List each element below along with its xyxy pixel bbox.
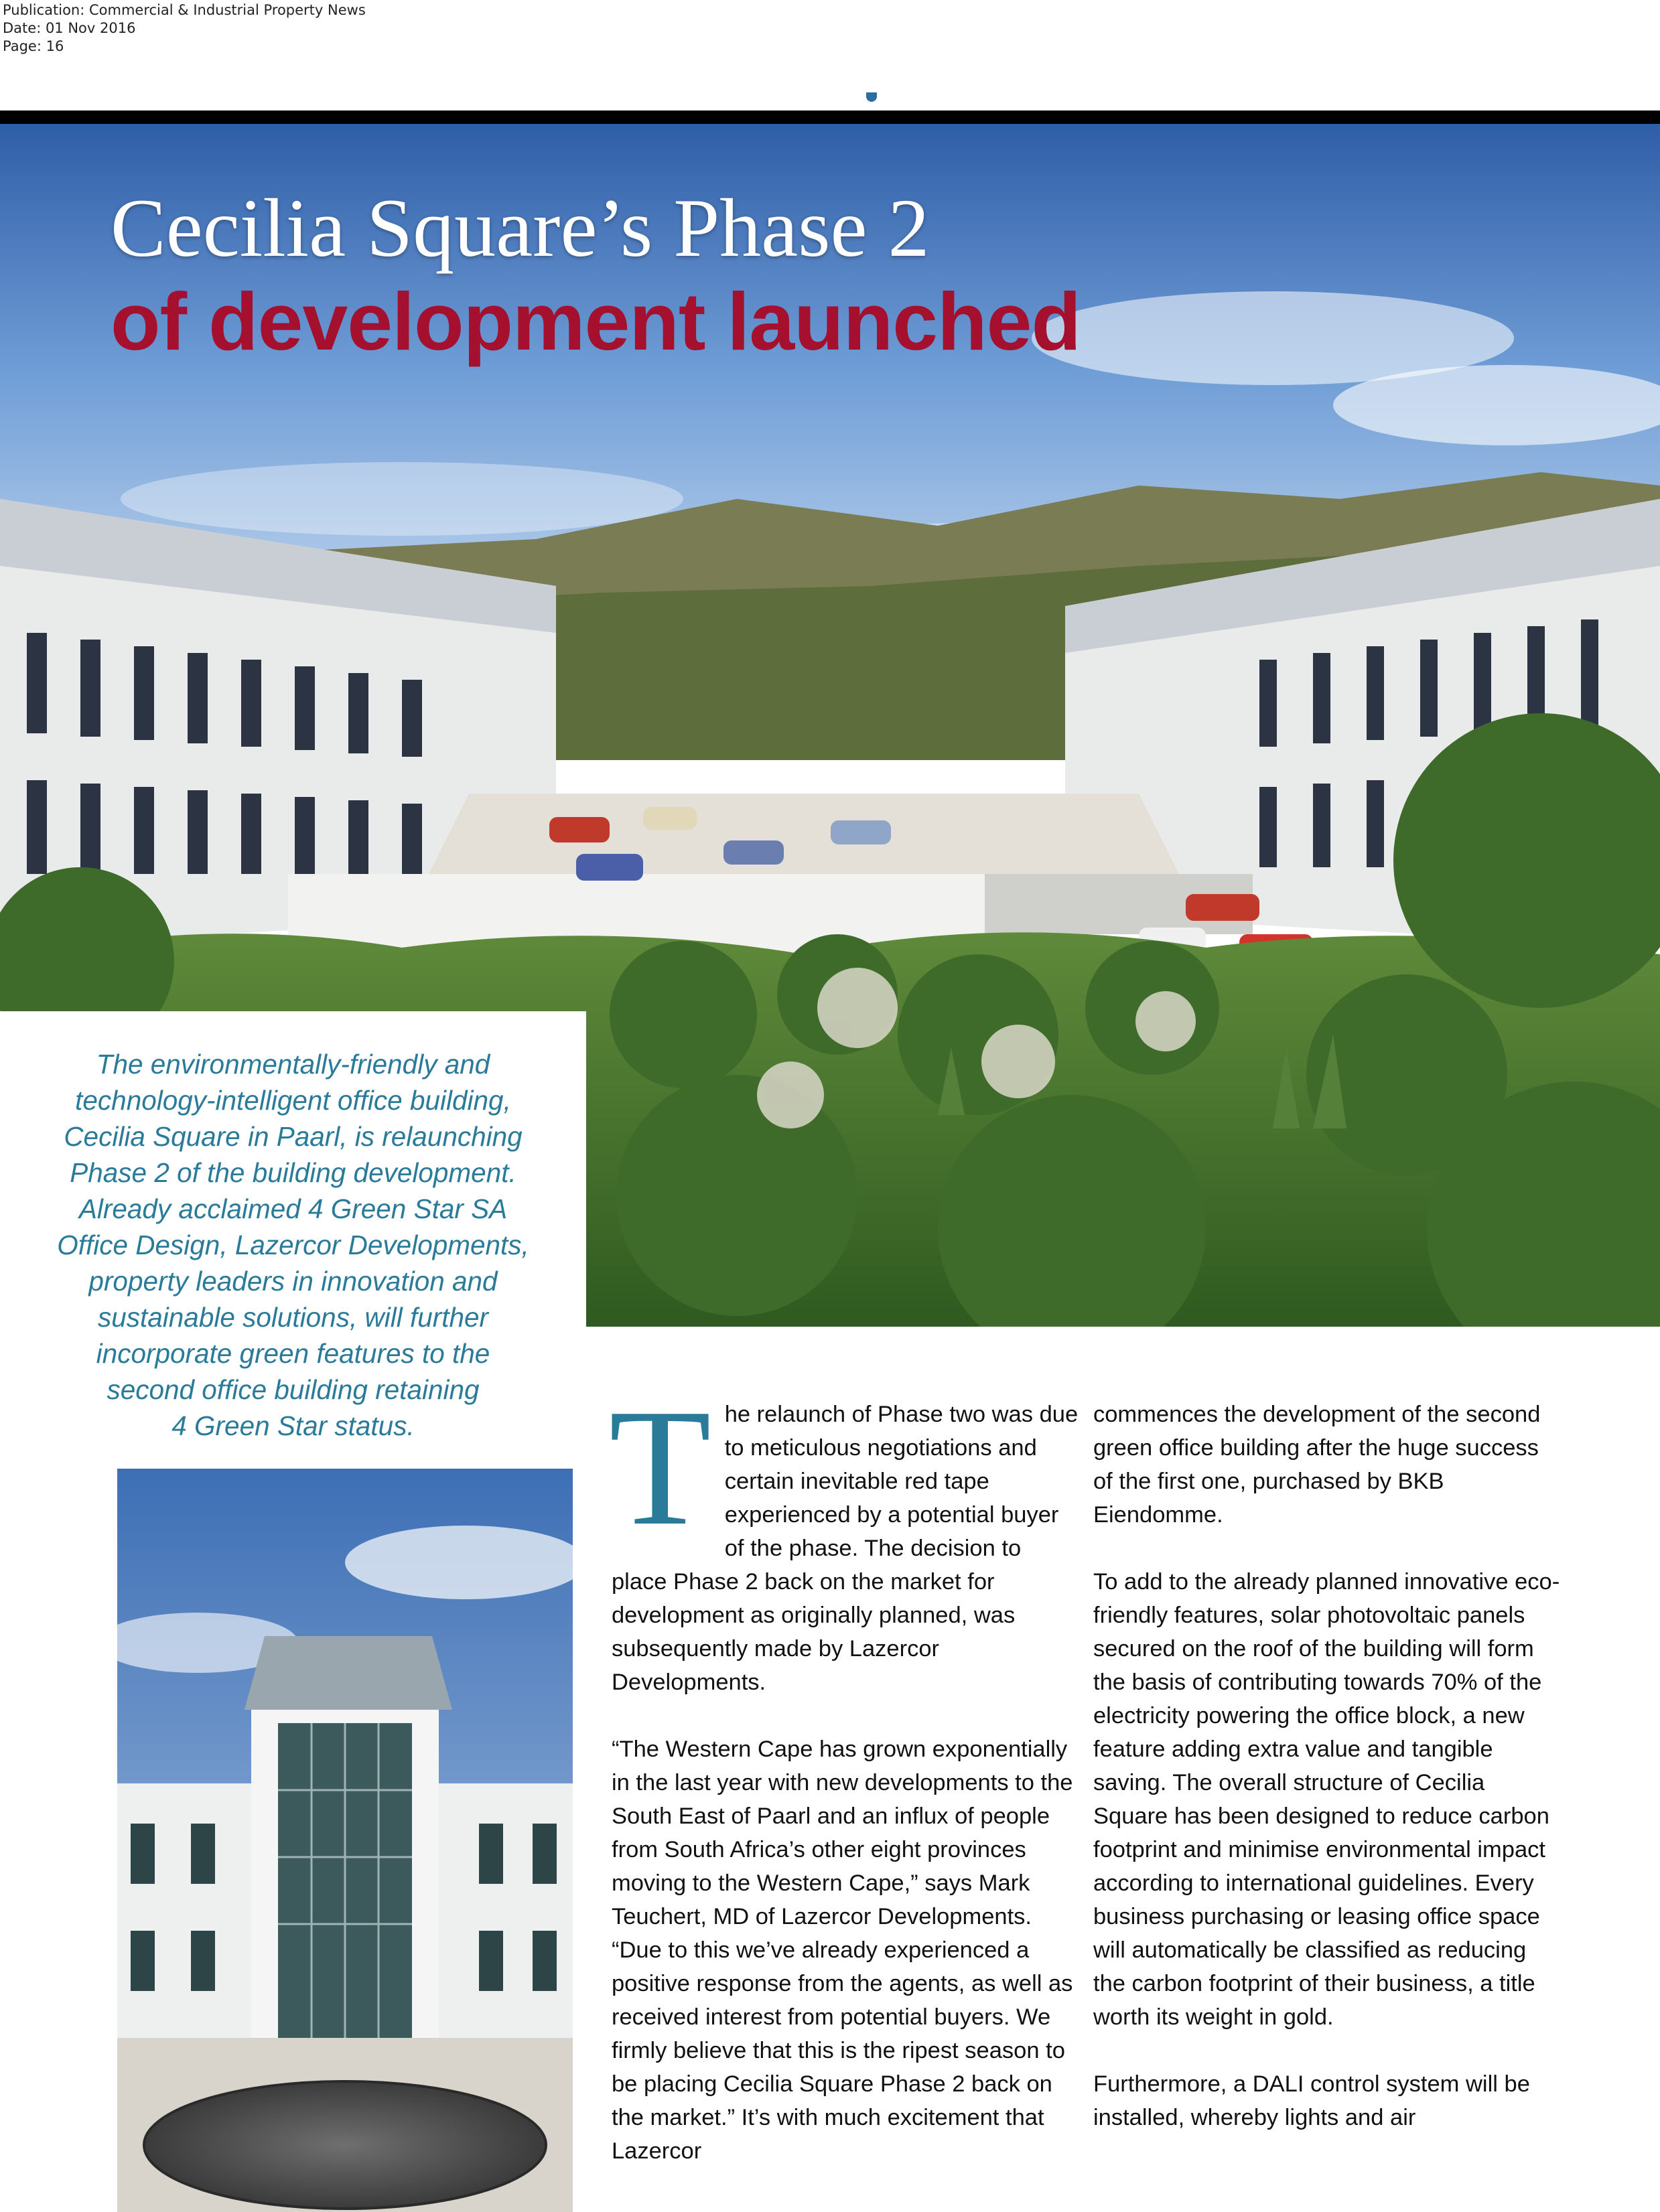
- article-column-2: [1093, 1398, 1562, 2168]
- standfirst-line: property leaders in innovation and: [88, 1266, 498, 1297]
- article-paragraph-1: [609, 1375, 1081, 1699]
- building-photo: [117, 1469, 573, 2212]
- publication-date: Date: 01 Nov 2016: [3, 20, 136, 36]
- building-entrance-photo: [117, 1469, 573, 2212]
- standfirst-line: Already acclaimed 4 Green Star SA: [78, 1193, 508, 1224]
- standfirst-line: second office building retaining: [107, 1374, 480, 1405]
- page-marker: [866, 92, 877, 102]
- standfirst-line: sustainable solutions, will further: [97, 1302, 489, 1333]
- publication-name: Publication: Commercial & Industrial Property News: [3, 2, 366, 18]
- standfirst-line: Office Design, Lazercor Developments,: [57, 1230, 529, 1260]
- article-paragraph-5: Furthermore, a DALI control system will be installed, whereby lights and air: [1093, 2071, 1530, 2130]
- headline-line-1: Cecilia Square’s Phase 2: [111, 182, 930, 274]
- standfirst-line: technology-intelligent office building,: [75, 1085, 511, 1116]
- standfirst-line: Cecilia Square in Paarl, is relaunching: [64, 1121, 523, 1152]
- drop-cap: T: [609, 1375, 711, 1560]
- article-column-1: [609, 1375, 1081, 2201]
- page-number: Page: 16: [3, 38, 64, 54]
- article-paragraph-2: “The Western Cape has grown exponentially in the last year with new developments to the South East of Paarl and an influx of people from South Africa’s other eight provinces moving to the Western Cape,” says Mark Teuchert, MD of Lazercor Developments. “Due to this we’ve already experienced a positive response from the agents, as well as received interest from potential buyers. We firmly believe that this is the ripest season to be placing Cecilia Square Phase 2 back on the market.” It’s with much excitement that Lazercor: [612, 1737, 1073, 2164]
- paragraph-1-text: he relaunch of Phase two was due to meticulous negotiations and certain inevitable red tape experienced by a potential buyer of the phase. The decision to place Phase 2 back on the market for development as originally planned, was subsequently made by Lazercor Developments.: [612, 1402, 1079, 1695]
- article-paragraph-3: commences the development of the second green office building after the huge success of the first one, purchased by BKB Eiendomme.: [1093, 1402, 1541, 1528]
- standfirst-line: The environmentally-friendly and: [96, 1049, 490, 1080]
- publication-meta: [3, 1, 366, 56]
- standfirst-line: Phase 2 of the building development.: [70, 1157, 516, 1188]
- standfirst-text: [0, 1046, 586, 1444]
- standfirst-line: incorporate green features to the: [96, 1338, 490, 1369]
- headline-line-2: of development launched: [111, 276, 1081, 367]
- article-paragraph-4: To add to the already planned innovative eco-friendly features, solar photovoltaic panels secured on the roof of the building will form the basis of contributing towards 70% of the electricity powering the office block, a new feature adding extra value and tangible saving. The overall structure of Cecilia Square has been designed to reduce carbon footprint and minimise environmental impact according to international guidelines. Every business purchasing or leasing office space will automatically be classified as reducing the carbon footprint of their business, a title worth its weight in gold.: [1093, 1569, 1560, 2030]
- header-rule: [0, 110, 1660, 124]
- standfirst-line: 4 Green Star status.: [171, 1410, 415, 1441]
